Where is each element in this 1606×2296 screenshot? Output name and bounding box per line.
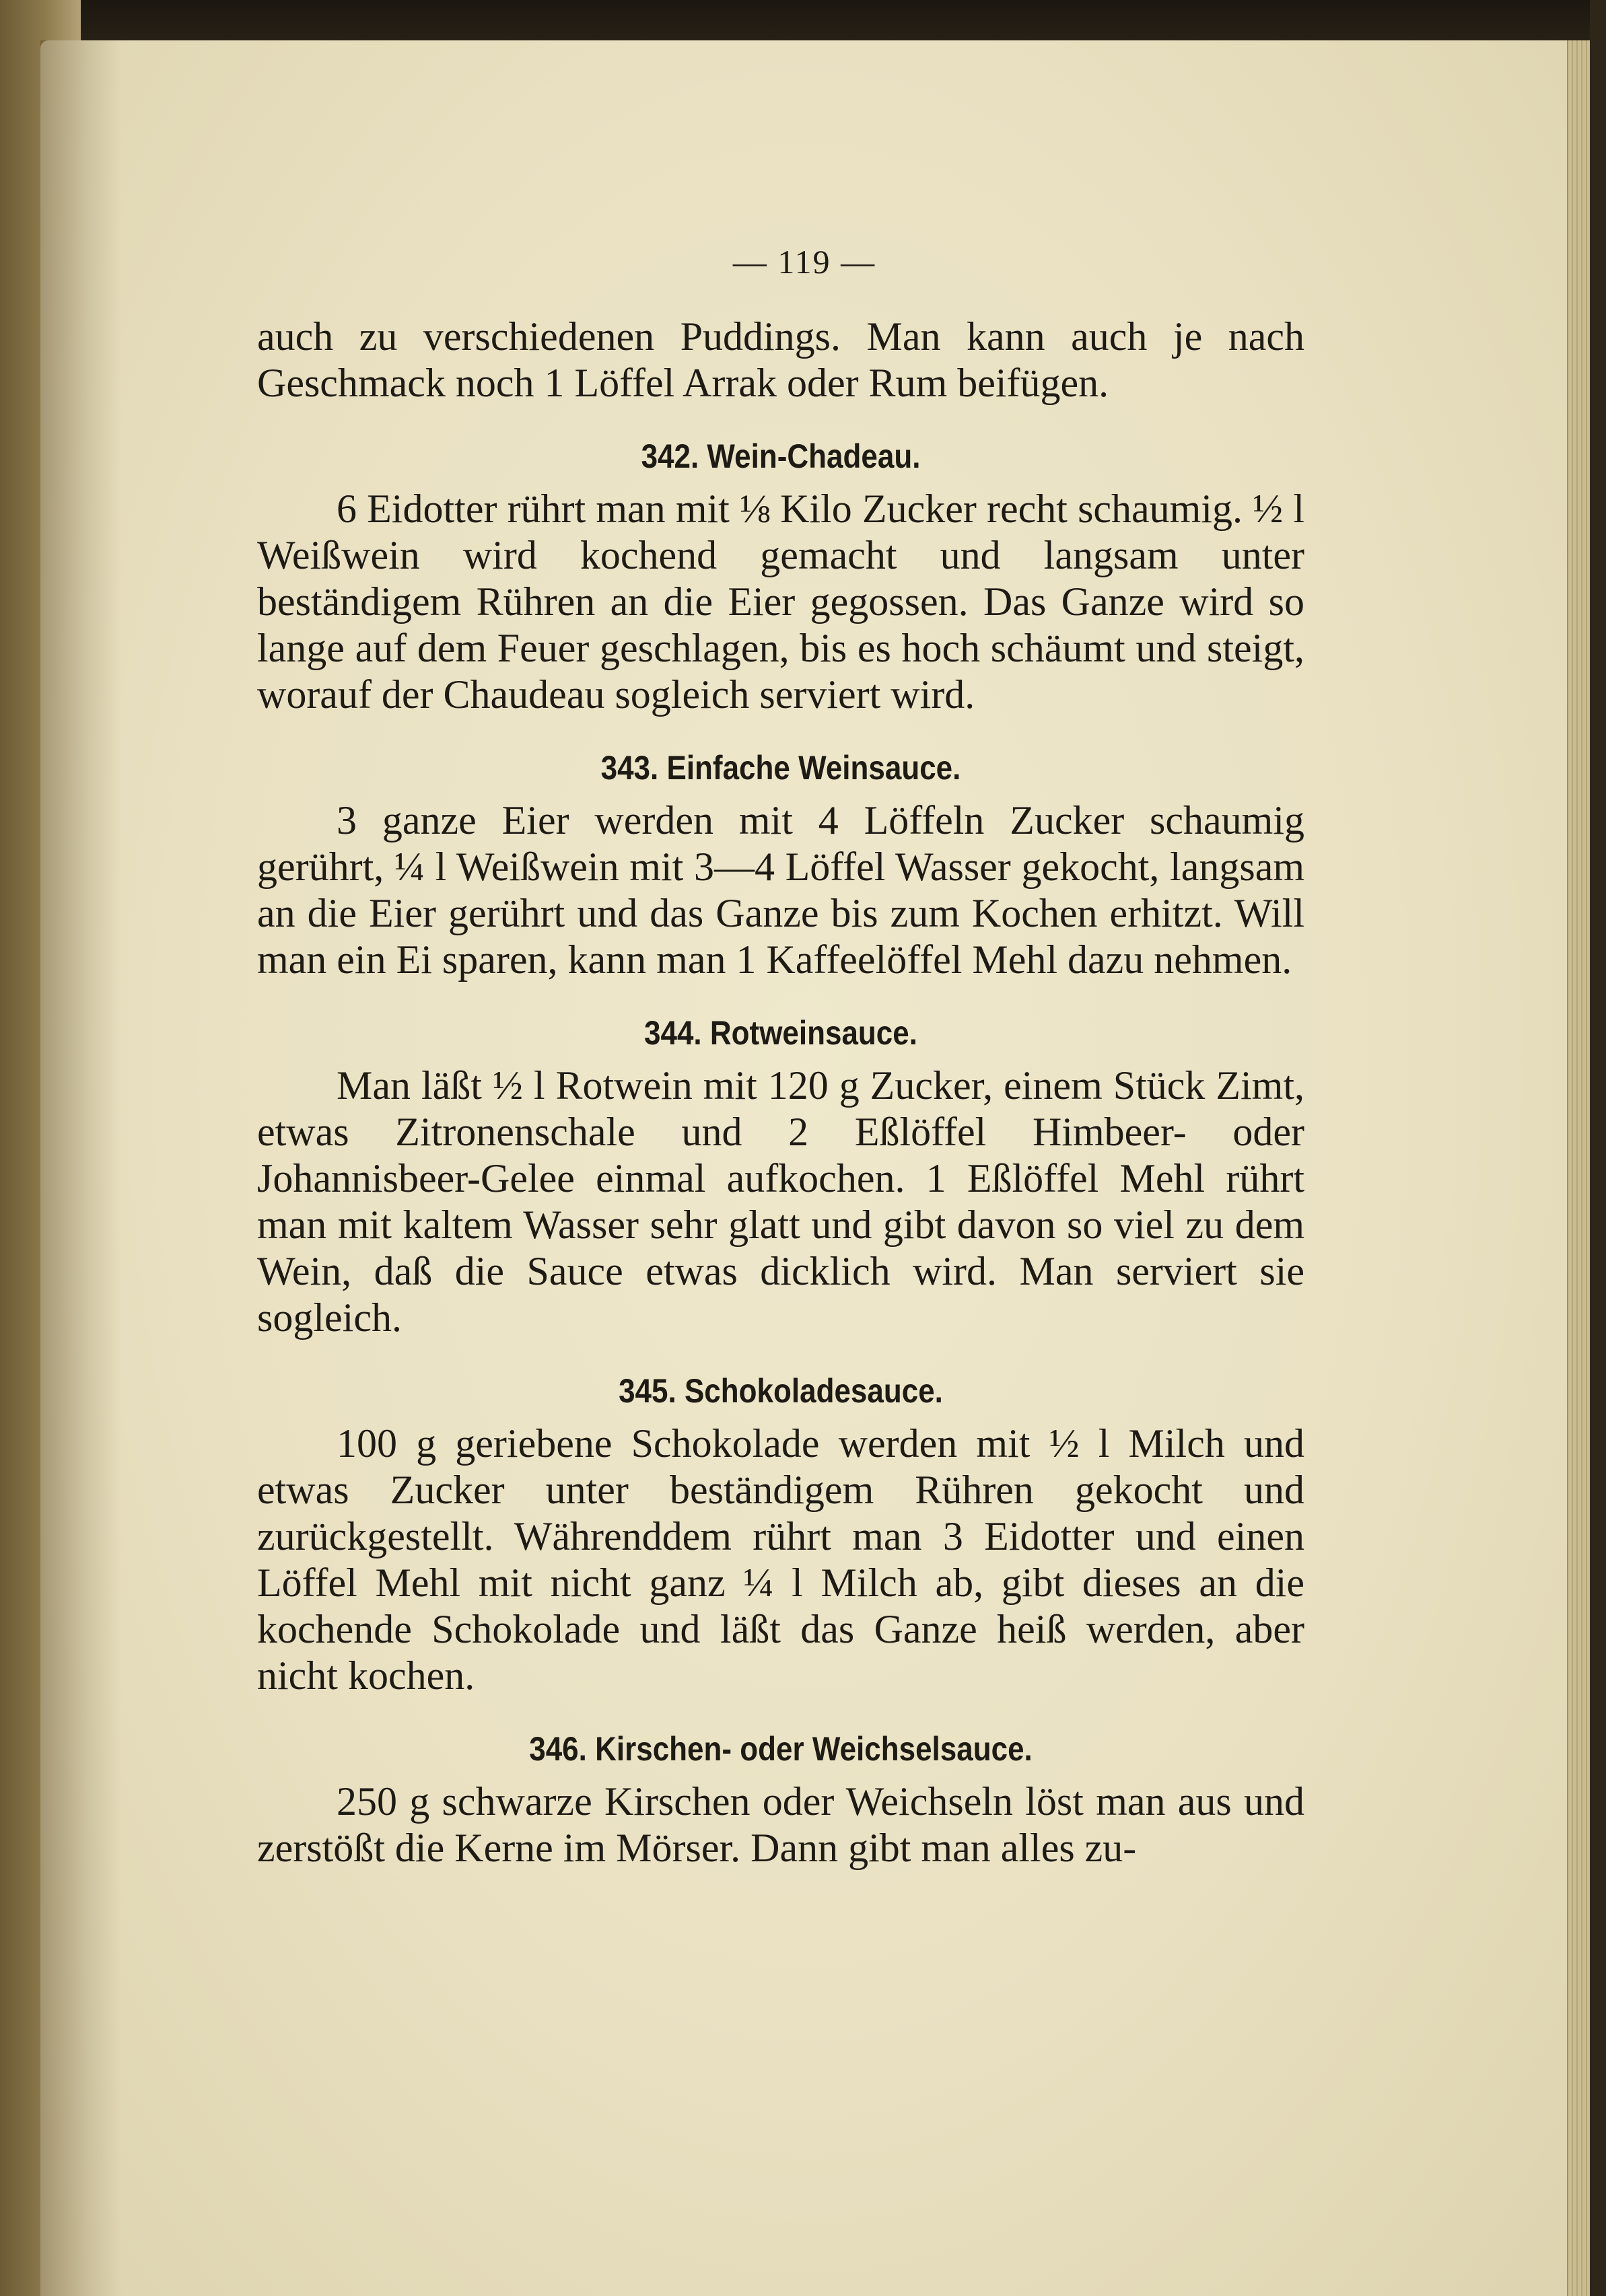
page-number: — 119 — bbox=[732, 243, 876, 281]
spacer bbox=[257, 1699, 1304, 1729]
recipe-text-346: 250 g schwarze Kirschen oder Weichseln löst man aus und zerstößt die Kerne im Mörser. Dann gibt man alles zu- bbox=[257, 1779, 1304, 1870]
book-right-edge bbox=[1590, 0, 1606, 2296]
recipe-text-343: 3 ganze Eier werden mit 4 Löffeln Zucker schaumig gerührt, ¼ l Weißwein mit 3—4 Löffel Wasser gekocht, langsam an die Eier gerührt und das Ganze bis zum Kochen erhitzt. Will man ein Ei sparen, kann man 1 Kaffeelöffel Mehl dazu nehmen. bbox=[257, 798, 1304, 982]
spacer bbox=[257, 718, 1304, 748]
spacer bbox=[257, 1769, 1304, 1779]
book-page bbox=[40, 40, 1568, 2296]
spacer bbox=[257, 406, 1304, 436]
spacer bbox=[257, 1411, 1304, 1421]
recipe-title-345: 345. Schokoladesauce. bbox=[619, 1372, 943, 1410]
spacer bbox=[257, 983, 1304, 1013]
intro-paragraph: auch zu verschiedenen Puddings. Man kann auch je nach Geschmack noch 1 Löffel Arrak oder Rum beifügen. bbox=[257, 314, 1304, 405]
recipe-title-346: 346. Kirschen- oder Weichselsauce. bbox=[529, 1730, 1033, 1768]
spine-shadow bbox=[40, 40, 121, 2296]
recipe-text-345: 100 g geriebene Schokolade werden mit ½ l Milch und etwas Zucker unter beständigem Rühren gekocht und zurückgestellt. Währenddem rührt man 3 Eidotter und einen Löffel Mehl mit nicht ganz ¼ l Milch ab, gibt dieses an die kochende Schokolade und läßt das Ganze heiß werden, aber nicht kochen. bbox=[257, 1421, 1304, 1698]
recipe-text-342: 6 Eidotter rührt man mit ⅛ Kilo Zucker recht schaumig. ½ l Weißwein wird kochend gemacht und langsam unter beständigem Rühren an die Eier gegossen. Das Ganze wird so lange auf dem Feuer geschlagen, bis es hoch schäumt und steigt, worauf der Chaudeau sogleich serviert wird. bbox=[257, 487, 1304, 717]
recipe-title-342: 342. Wein-Chadeau. bbox=[641, 437, 921, 475]
spacer bbox=[257, 788, 1304, 797]
recipe-text-344: Man läßt ½ l Rotwein mit 120 g Zucker, einem Stück Zimt, etwas Zitronenschale und 2 Eßlöffel Himbeer- oder Johannisbeer-Gelee einmal aufkochen. 1 Eßlöffel Mehl rührt man mit kaltem Wasser sehr glatt und gibt davon so viel zu dem Wein, daß die Sauce etwas dicklich wird. Man serviert sie sogleich. bbox=[257, 1063, 1304, 1340]
recipe-title-344: 344. Rotweinsauce. bbox=[644, 1014, 917, 1052]
recipe-title-343: 343. Einfache Weinsauce. bbox=[600, 749, 961, 787]
spacer bbox=[257, 476, 1304, 486]
spacer bbox=[257, 1341, 1304, 1371]
page-content bbox=[257, 242, 1304, 1871]
spacer bbox=[257, 1053, 1304, 1063]
